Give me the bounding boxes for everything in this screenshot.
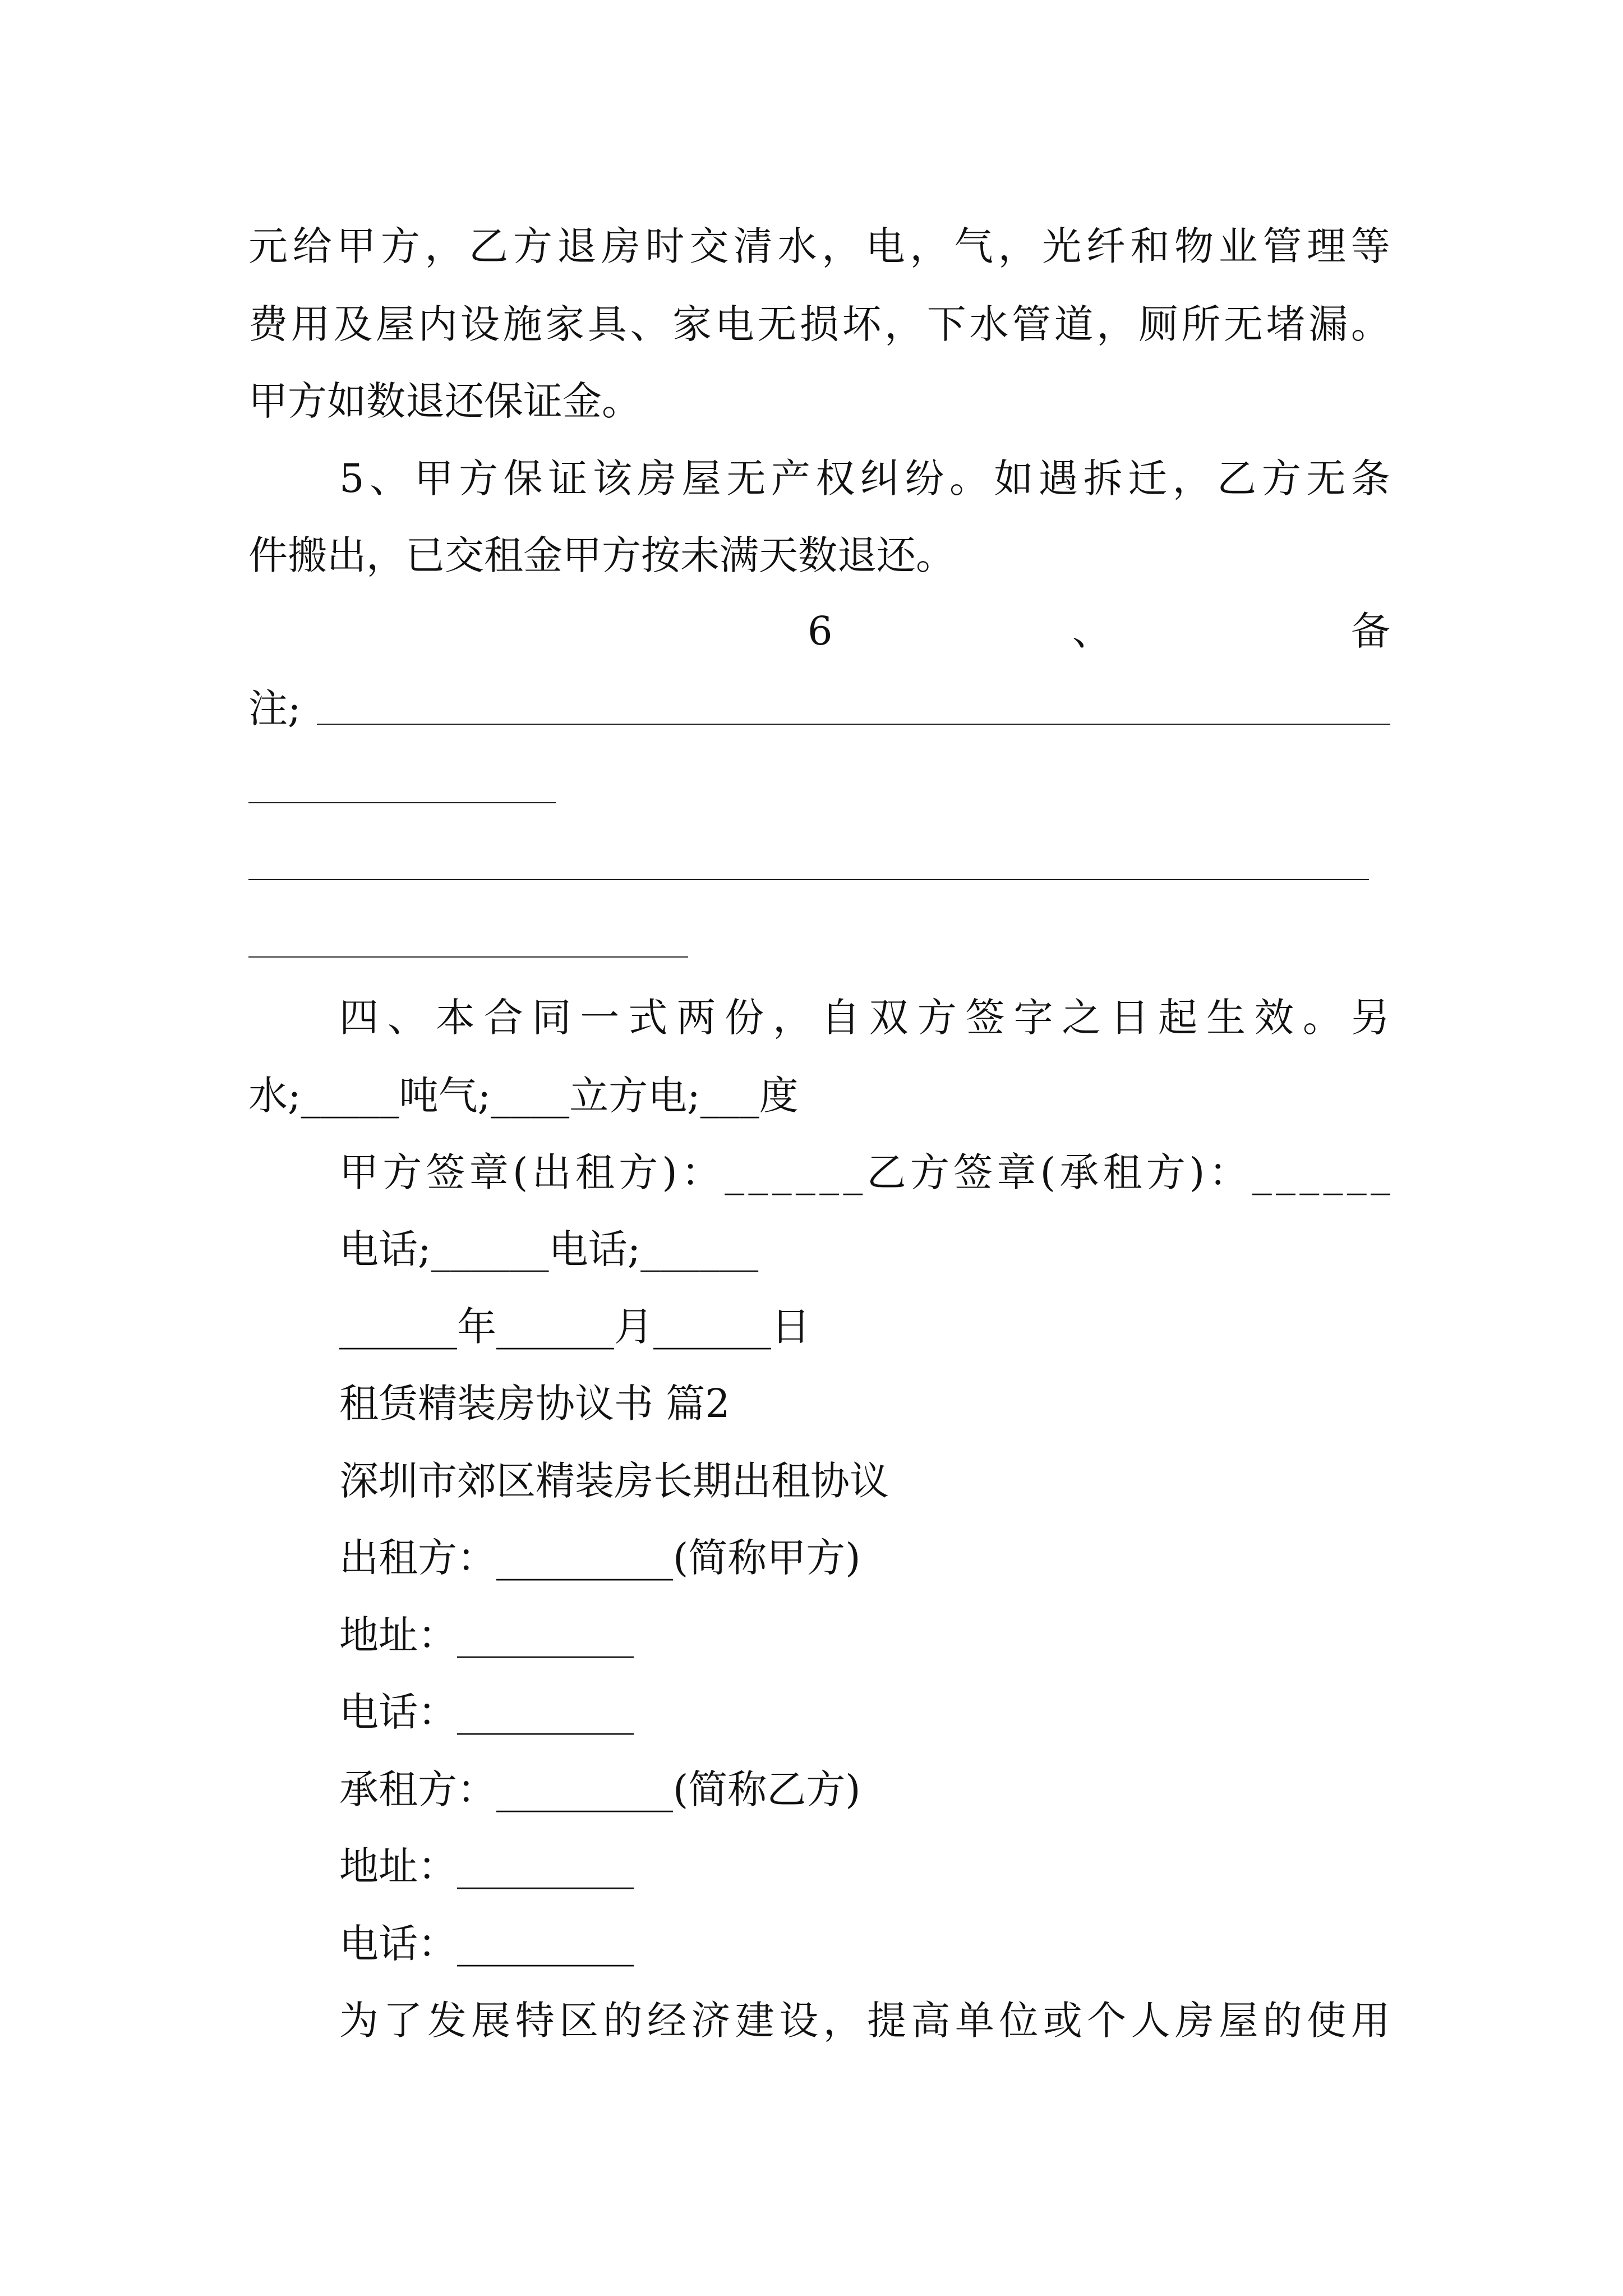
text-line: 水;_____吨气;____立方电;___度 [248,1073,799,1119]
text-line: 电话：_________ [339,1921,634,1967]
blank-underline [248,956,688,958]
text-line: 电话：_________ [339,1689,634,1735]
text-line: 甲 方 签 章 ( 出 租 方 ) ： _ _ _ _ _ _ 乙 方 签 章 ( 承 租 方 ) ： _ _ _ _ _ _ [339,1149,1390,1195]
blank-underline [248,802,556,803]
section-heading: 租赁精装房协议书 篇2 [339,1381,730,1427]
text-line: 5 、 甲 方 保 证 该 房 屋 无 产 权 纠 纷 。 如 遇 拆 迁 ， 乙 方 无 条 [339,455,1390,501]
text-line: 电话;______电话;______ [339,1226,759,1272]
text-line: 费 用 及 屋 内 设 施 家 具 、 家 电 无 损 坏 ， 下 水 管 道 ， 厕 所 无 堵 漏 。 [248,301,1390,347]
text-line: 6 、 备 [808,608,1390,654]
text-line: 件搬出，已交租金甲方按未满天数退还。 [248,532,955,578]
text-line: 元 给 甲 方 ， 乙 方 退 房 时 交 清 水 ， 电 ， 气 ， 光 纤 和 物 业 管 理 等 [248,223,1390,269]
text-line: 承租方：_________(简称乙方) [339,1766,861,1812]
text-line: 深圳市郊区精装房长期出租协议 [339,1458,889,1504]
text-line: 为 了 发 展 特 区 的 经 济 建 设 ， 提 高 单 位 或 个 人 房 屋 的 使 用 [339,1998,1390,2044]
text-line: ______年______月______日 [339,1304,810,1350]
text-line: 地址：_________ [339,1843,634,1889]
blank-underline [317,724,1390,725]
text-line: 注; [248,685,301,731]
blank-underline [248,879,1369,880]
text-line: 甲方如数退还保证金。 [248,378,641,424]
text-line: 四 、 本 合 同 一 式 两 份 ， 自 双 方 签 字 之 日 起 生 效 。 另 [339,995,1390,1041]
text-line: 出租方：_________(简称甲方) [339,1535,861,1581]
text-line: 地址：_________ [339,1612,634,1658]
